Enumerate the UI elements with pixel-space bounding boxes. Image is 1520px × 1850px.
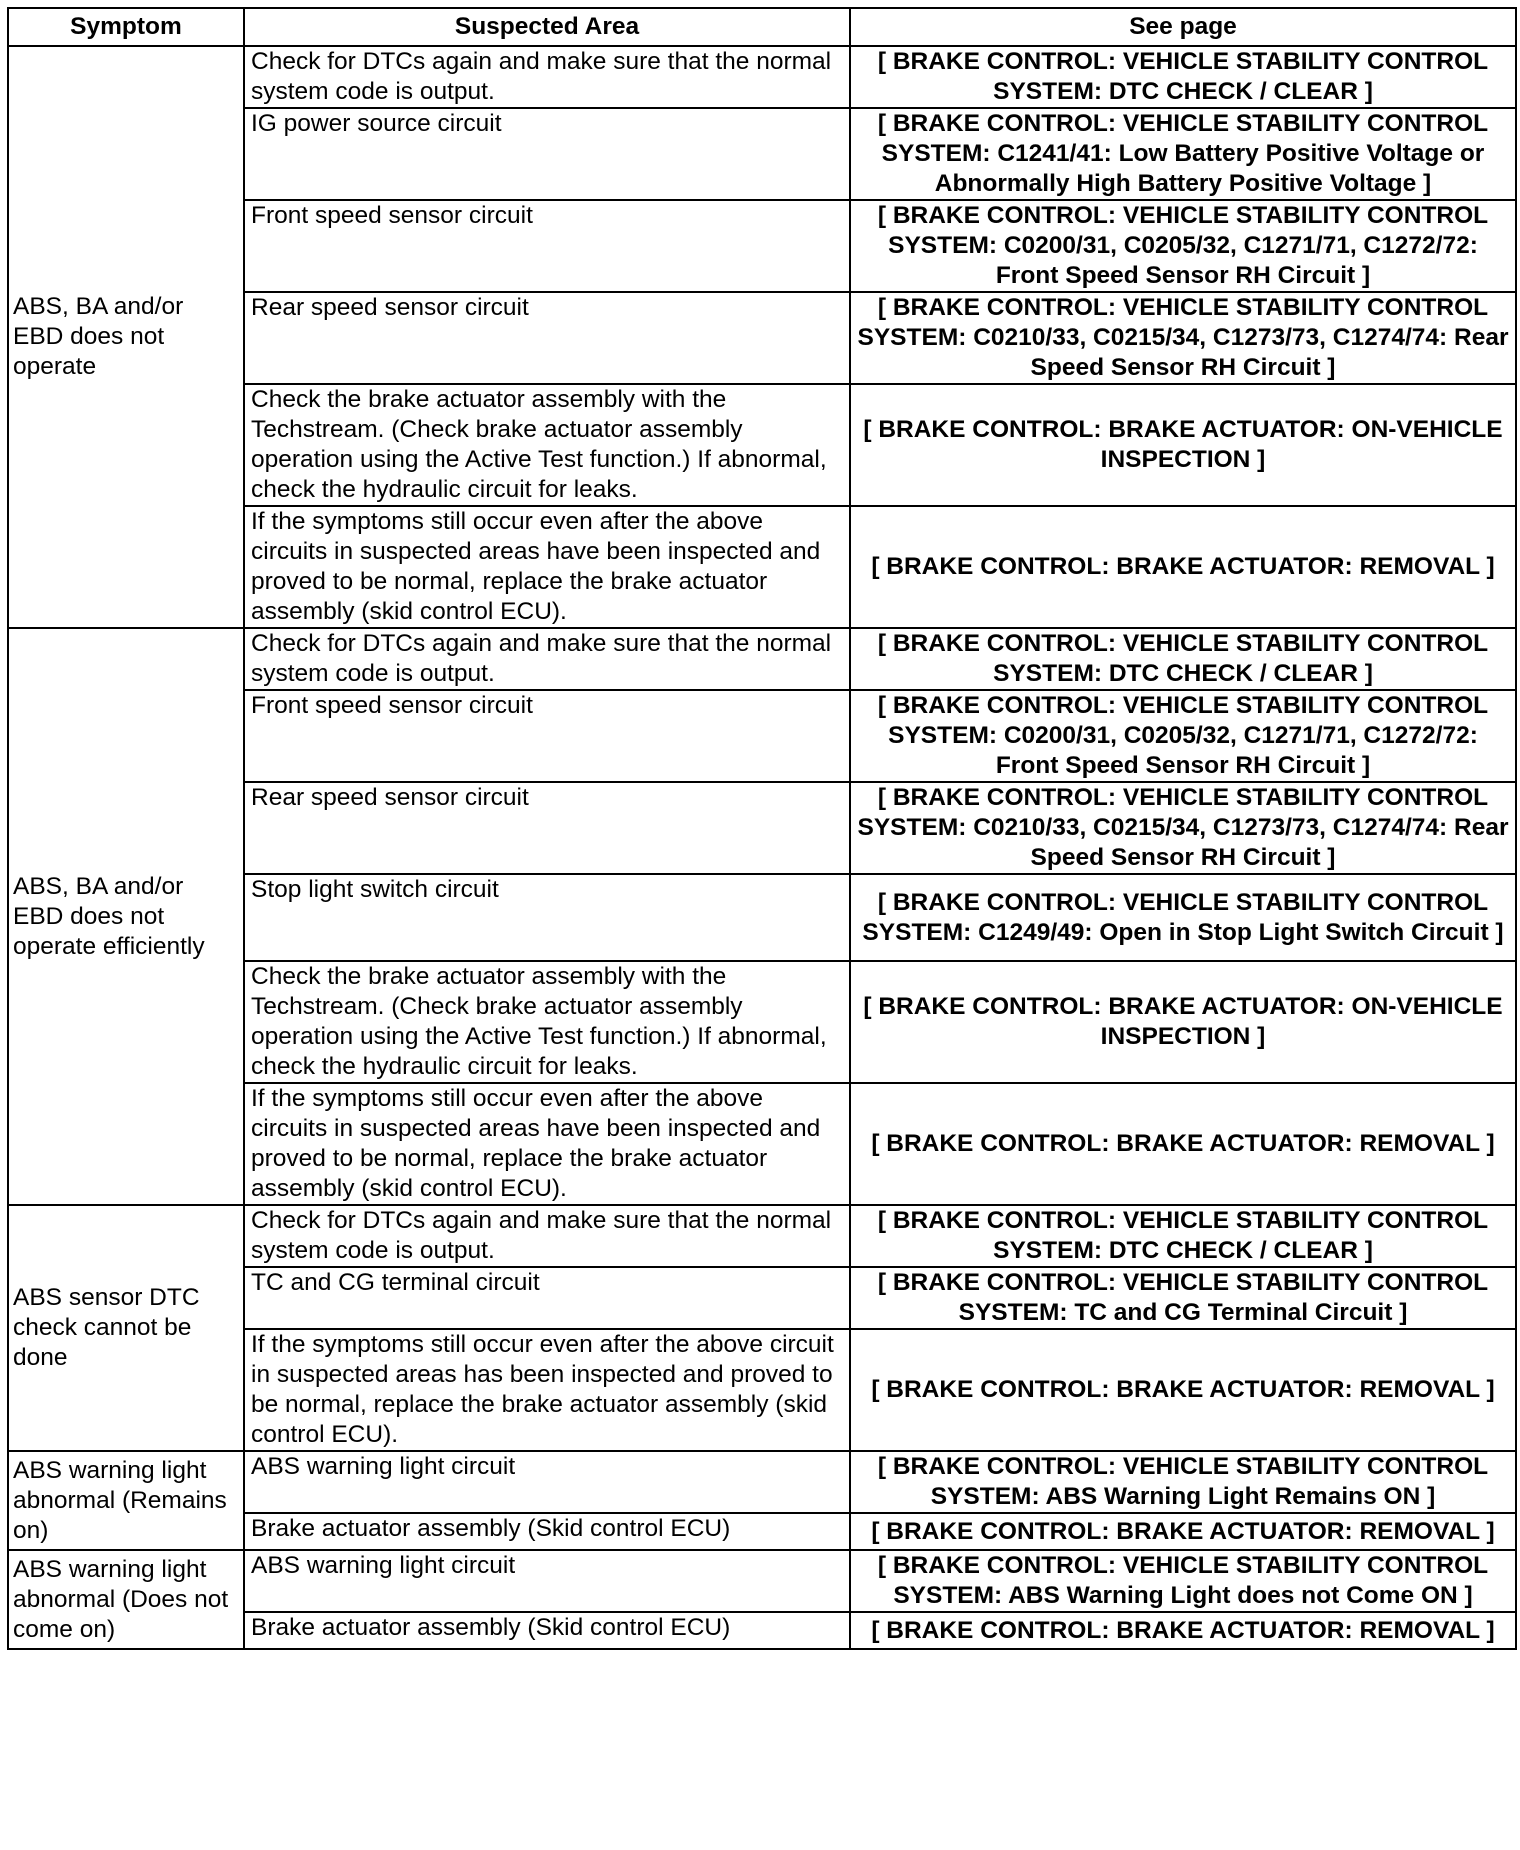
suspected-area-cell: If the symptoms still occur even after the above circuit in suspected areas has been inspected and proved to be normal, replace the brake actuator assembly (skid control ECU).: [244, 1329, 850, 1451]
table-row: [8, 1205, 1516, 1267]
see-page-link[interactable]: [ BRAKE CONTROL: BRAKE ACTUATOR: REMOVAL ]: [850, 1083, 1516, 1205]
suspected-area-cell: Rear speed sensor circuit: [244, 782, 850, 874]
symptom-cell: ABS sensor DTC check cannot be done: [8, 1205, 244, 1451]
table-row: [8, 628, 1516, 690]
see-page-link[interactable]: [ BRAKE CONTROL: VEHICLE STABILITY CONTROL SYSTEM: C0210/33, C0215/34, C1273/73, C1274/74: Rear Speed Sensor RH Circuit ]: [850, 292, 1516, 384]
troubleshooting-table-container: [7, 7, 1515, 1650]
suspected-area-cell: ABS warning light circuit: [244, 1451, 850, 1513]
see-page-link[interactable]: [ BRAKE CONTROL: VEHICLE STABILITY CONTROL SYSTEM: C0200/31, C0205/32, C1271/71, C1272/72: Front Speed Sensor RH Circuit ]: [850, 200, 1516, 292]
see-page-link[interactable]: [ BRAKE CONTROL: BRAKE ACTUATOR: REMOVAL ]: [850, 1329, 1516, 1451]
see-page-link[interactable]: [ BRAKE CONTROL: VEHICLE STABILITY CONTROL SYSTEM: C1241/41: Low Battery Positive Voltage or Abnormally High Battery Positive Voltage ]: [850, 108, 1516, 200]
see-page-link[interactable]: [ BRAKE CONTROL: BRAKE ACTUATOR: REMOVAL ]: [850, 1612, 1516, 1649]
suspected-area-cell: Front speed sensor circuit: [244, 200, 850, 292]
symptom-cell: ABS, BA and/or EBD does not operate: [8, 46, 244, 628]
symptom-cell: ABS warning light abnormal (Does not come on): [8, 1550, 244, 1649]
suspected-area-cell: Check for DTCs again and make sure that the normal system code is output.: [244, 46, 850, 108]
symptom-cell: ABS warning light abnormal (Remains on): [8, 1451, 244, 1550]
see-page-link[interactable]: [ BRAKE CONTROL: VEHICLE STABILITY CONTROL SYSTEM: TC and CG Terminal Circuit ]: [850, 1267, 1516, 1329]
see-page-link[interactable]: [ BRAKE CONTROL: VEHICLE STABILITY CONTROL SYSTEM: C0200/31, C0205/32, C1271/71, C1272/72: Front Speed Sensor RH Circuit ]: [850, 690, 1516, 782]
see-page-link[interactable]: [ BRAKE CONTROL: BRAKE ACTUATOR: REMOVAL ]: [850, 1513, 1516, 1550]
symptom-cell: ABS, BA and/or EBD does not operate efficiently: [8, 628, 244, 1205]
suspected-area-cell: Brake actuator assembly (Skid control ECU): [244, 1612, 850, 1649]
suspected-area-cell: Brake actuator assembly (Skid control ECU): [244, 1513, 850, 1550]
suspected-area-cell: Check the brake actuator assembly with the Techstream. (Check brake actuator assembly operation using the Active Test function.) If abnormal, check the hydraulic circuit for leaks.: [244, 384, 850, 506]
suspected-area-cell: TC and CG terminal circuit: [244, 1267, 850, 1329]
see-page-link[interactable]: [ BRAKE CONTROL: BRAKE ACTUATOR: ON-VEHICLE INSPECTION ]: [850, 384, 1516, 506]
see-page-link[interactable]: [ BRAKE CONTROL: VEHICLE STABILITY CONTROL SYSTEM: DTC CHECK / CLEAR ]: [850, 628, 1516, 690]
see-page-link[interactable]: [ BRAKE CONTROL: VEHICLE STABILITY CONTROL SYSTEM: C1249/49: Open in Stop Light Switch Circuit ]: [850, 874, 1516, 961]
table-row: [8, 1451, 1516, 1513]
see-page-link[interactable]: [ BRAKE CONTROL: VEHICLE STABILITY CONTROL SYSTEM: ABS Warning Light does not Come ON ]: [850, 1550, 1516, 1612]
suspected-area-cell: Check for DTCs again and make sure that the normal system code is output.: [244, 628, 850, 690]
suspected-area-cell: IG power source circuit: [244, 108, 850, 200]
see-page-link[interactable]: [ BRAKE CONTROL: BRAKE ACTUATOR: REMOVAL ]: [850, 506, 1516, 628]
suspected-area-cell: If the symptoms still occur even after the above circuits in suspected areas have been inspected and proved to be normal, replace the brake actuator assembly (skid control ECU).: [244, 1083, 850, 1205]
suspected-area-cell: Stop light switch circuit: [244, 874, 850, 961]
see-page-link[interactable]: [ BRAKE CONTROL: VEHICLE STABILITY CONTROL SYSTEM: C0210/33, C0215/34, C1273/73, C1274/74: Rear Speed Sensor RH Circuit ]: [850, 782, 1516, 874]
see-page-link[interactable]: [ BRAKE CONTROL: VEHICLE STABILITY CONTROL SYSTEM: ABS Warning Light Remains ON ]: [850, 1451, 1516, 1513]
suspected-area-cell: ABS warning light circuit: [244, 1550, 850, 1612]
suspected-area-cell: Front speed sensor circuit: [244, 690, 850, 782]
see-page-link[interactable]: [ BRAKE CONTROL: VEHICLE STABILITY CONTROL SYSTEM: DTC CHECK / CLEAR ]: [850, 46, 1516, 108]
header-suspected-area: Suspected Area: [244, 8, 850, 46]
see-page-link[interactable]: [ BRAKE CONTROL: BRAKE ACTUATOR: ON-VEHICLE INSPECTION ]: [850, 961, 1516, 1083]
see-page-link[interactable]: [ BRAKE CONTROL: VEHICLE STABILITY CONTROL SYSTEM: DTC CHECK / CLEAR ]: [850, 1205, 1516, 1267]
table-row: [8, 46, 1516, 108]
header-symptom: Symptom: [8, 8, 244, 46]
suspected-area-cell: Check for DTCs again and make sure that the normal system code is output.: [244, 1205, 850, 1267]
header-row: [8, 8, 1516, 46]
problem-symptoms-table: [7, 7, 1517, 1650]
header-see-page: See page: [850, 8, 1516, 46]
suspected-area-cell: Rear speed sensor circuit: [244, 292, 850, 384]
suspected-area-cell: Check the brake actuator assembly with the Techstream. (Check brake actuator assembly operation using the Active Test function.) If abnormal, check the hydraulic circuit for leaks.: [244, 961, 850, 1083]
table-row: [8, 1550, 1516, 1612]
suspected-area-cell: If the symptoms still occur even after the above circuits in suspected areas have been inspected and proved to be normal, replace the brake actuator assembly (skid control ECU).: [244, 506, 850, 628]
